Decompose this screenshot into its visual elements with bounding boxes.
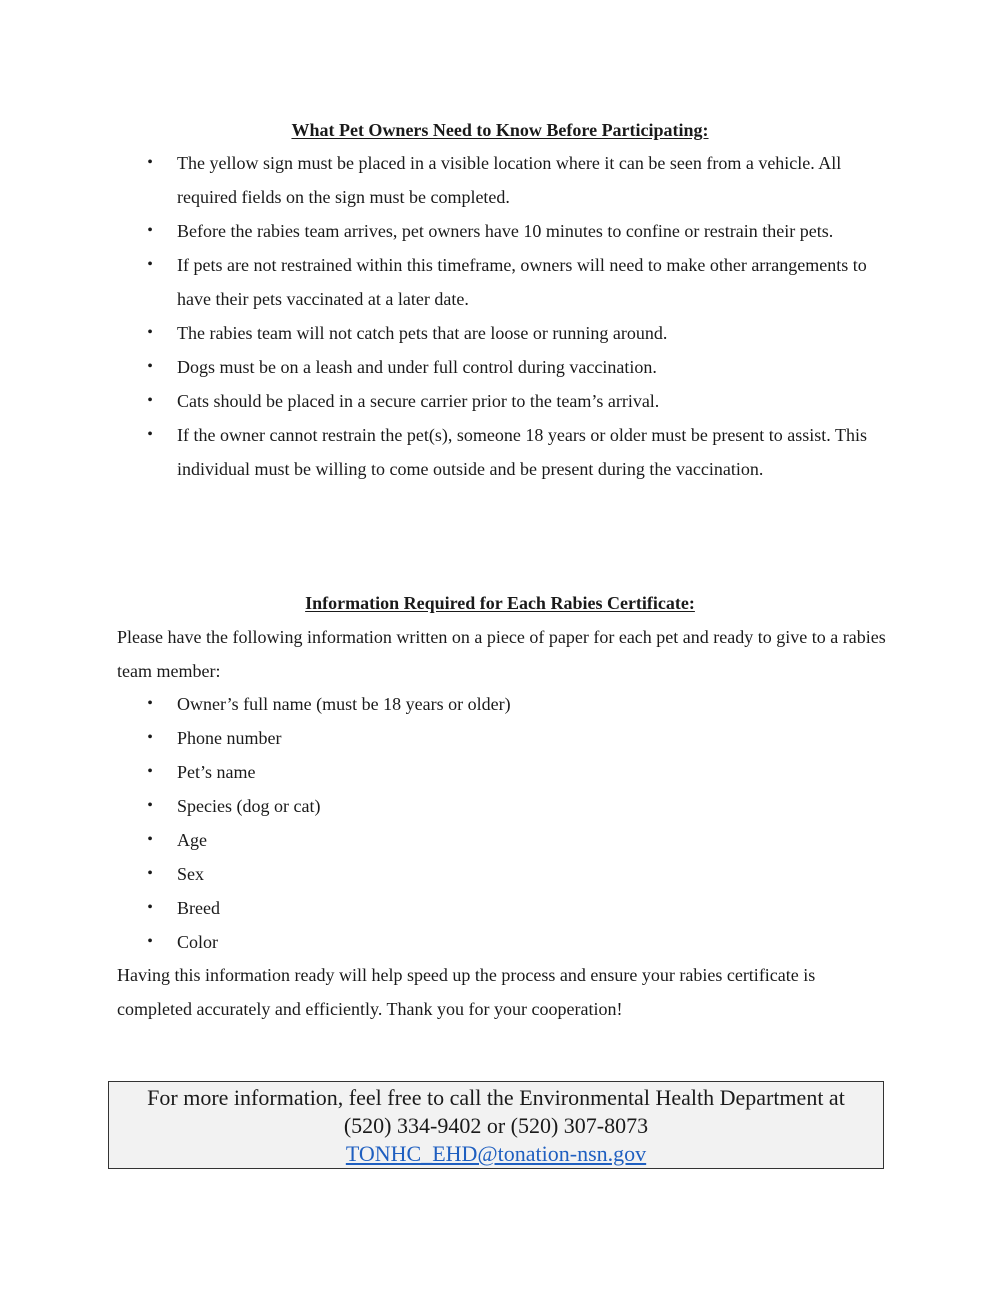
list-item-text: Before the rabies team arrives, pet owners have 10 minutes to confine or restrain their pets.	[177, 221, 834, 241]
bullet-icon: •	[147, 426, 153, 443]
list-item-text: If the owner cannot restrain the pet(s), someone 18 years or older must be present to assist. This individual must be willing to come outside and be present during the vaccination.	[177, 425, 867, 479]
list-item	[0, 789, 877, 823]
bullet-icon: •	[147, 695, 153, 712]
list-item-text: Sex	[177, 864, 204, 884]
section-heading-pet-owners: What Pet Owners Need to Know Before Participating:	[291, 120, 709, 140]
certificate-intro-paragraph: Please have the following information written on a piece of paper for each pet and ready to give to a rabies team member:	[117, 627, 886, 681]
list-item	[0, 721, 877, 755]
bullet-icon: •	[147, 324, 153, 341]
list-item-text: Species (dog or cat)	[177, 796, 321, 816]
list-item	[0, 857, 877, 891]
bullet-icon: •	[147, 933, 153, 950]
list-item-text: Age	[177, 830, 207, 850]
list-item	[0, 350, 877, 384]
bullet-icon: •	[147, 831, 153, 848]
bullet-icon: •	[147, 899, 153, 916]
list-item	[0, 146, 877, 214]
list-item-text: The yellow sign must be placed in a visible location where it can be seen from a vehicle. All required fields on the sign must be completed.	[177, 153, 842, 207]
bullet-icon: •	[147, 797, 153, 814]
list-item	[0, 384, 877, 418]
contact-email-link[interactable]: TONHC_EHD@tonation-nsn.gov	[345, 1141, 647, 1166]
certificate-info-list	[0, 687, 877, 959]
list-item-text: Owner’s full name (must be 18 years or older)	[177, 694, 511, 714]
list-item-text: Breed	[177, 898, 220, 918]
list-item-text: Color	[177, 932, 219, 952]
contact-intro-text: For more information, feel free to call the Environmental Health Department at	[147, 1085, 845, 1110]
list-item-text: If pets are not restrained within this timeframe, owners will need to make other arrangements to have their pets vaccinated at a later date.	[177, 255, 867, 309]
list-item	[0, 891, 877, 925]
bullet-icon: •	[147, 729, 153, 746]
list-item	[0, 316, 877, 350]
bullet-icon: •	[147, 154, 153, 171]
bullet-icon: •	[147, 392, 153, 409]
list-item	[0, 214, 877, 248]
section-heading-certificate-info: Information Required for Each Rabies Certificate:	[305, 593, 695, 613]
list-item	[0, 925, 877, 959]
bullet-icon: •	[147, 865, 153, 882]
bullet-icon: •	[147, 222, 153, 239]
list-item	[0, 248, 877, 316]
contact-phone-numbers: (520) 334-9402 or (520) 307-8073	[343, 1113, 649, 1138]
list-item	[0, 823, 877, 857]
list-item-text: Dogs must be on a leash and under full control during vaccination.	[177, 357, 657, 377]
bullet-icon: •	[147, 763, 153, 780]
list-item-text: The rabies team will not catch pets that are loose or running around.	[177, 323, 668, 343]
pet-owner-requirements-list	[0, 146, 877, 486]
list-item	[0, 687, 877, 721]
closing-paragraph: Having this information ready will help speed up the process and ensure your rabies certificate is completed accurately and efficiently. Thank you for your cooperation!	[117, 965, 816, 1019]
bullet-icon: •	[147, 256, 153, 273]
bullet-icon: •	[147, 358, 153, 375]
list-item	[0, 755, 877, 789]
list-item-text: Pet’s name	[177, 762, 256, 782]
list-item	[0, 418, 877, 486]
list-item-text: Cats should be placed in a secure carrier prior to the team’s arrival.	[177, 391, 660, 411]
contact-info-box	[108, 1081, 884, 1169]
list-item-text: Phone number	[177, 728, 282, 748]
